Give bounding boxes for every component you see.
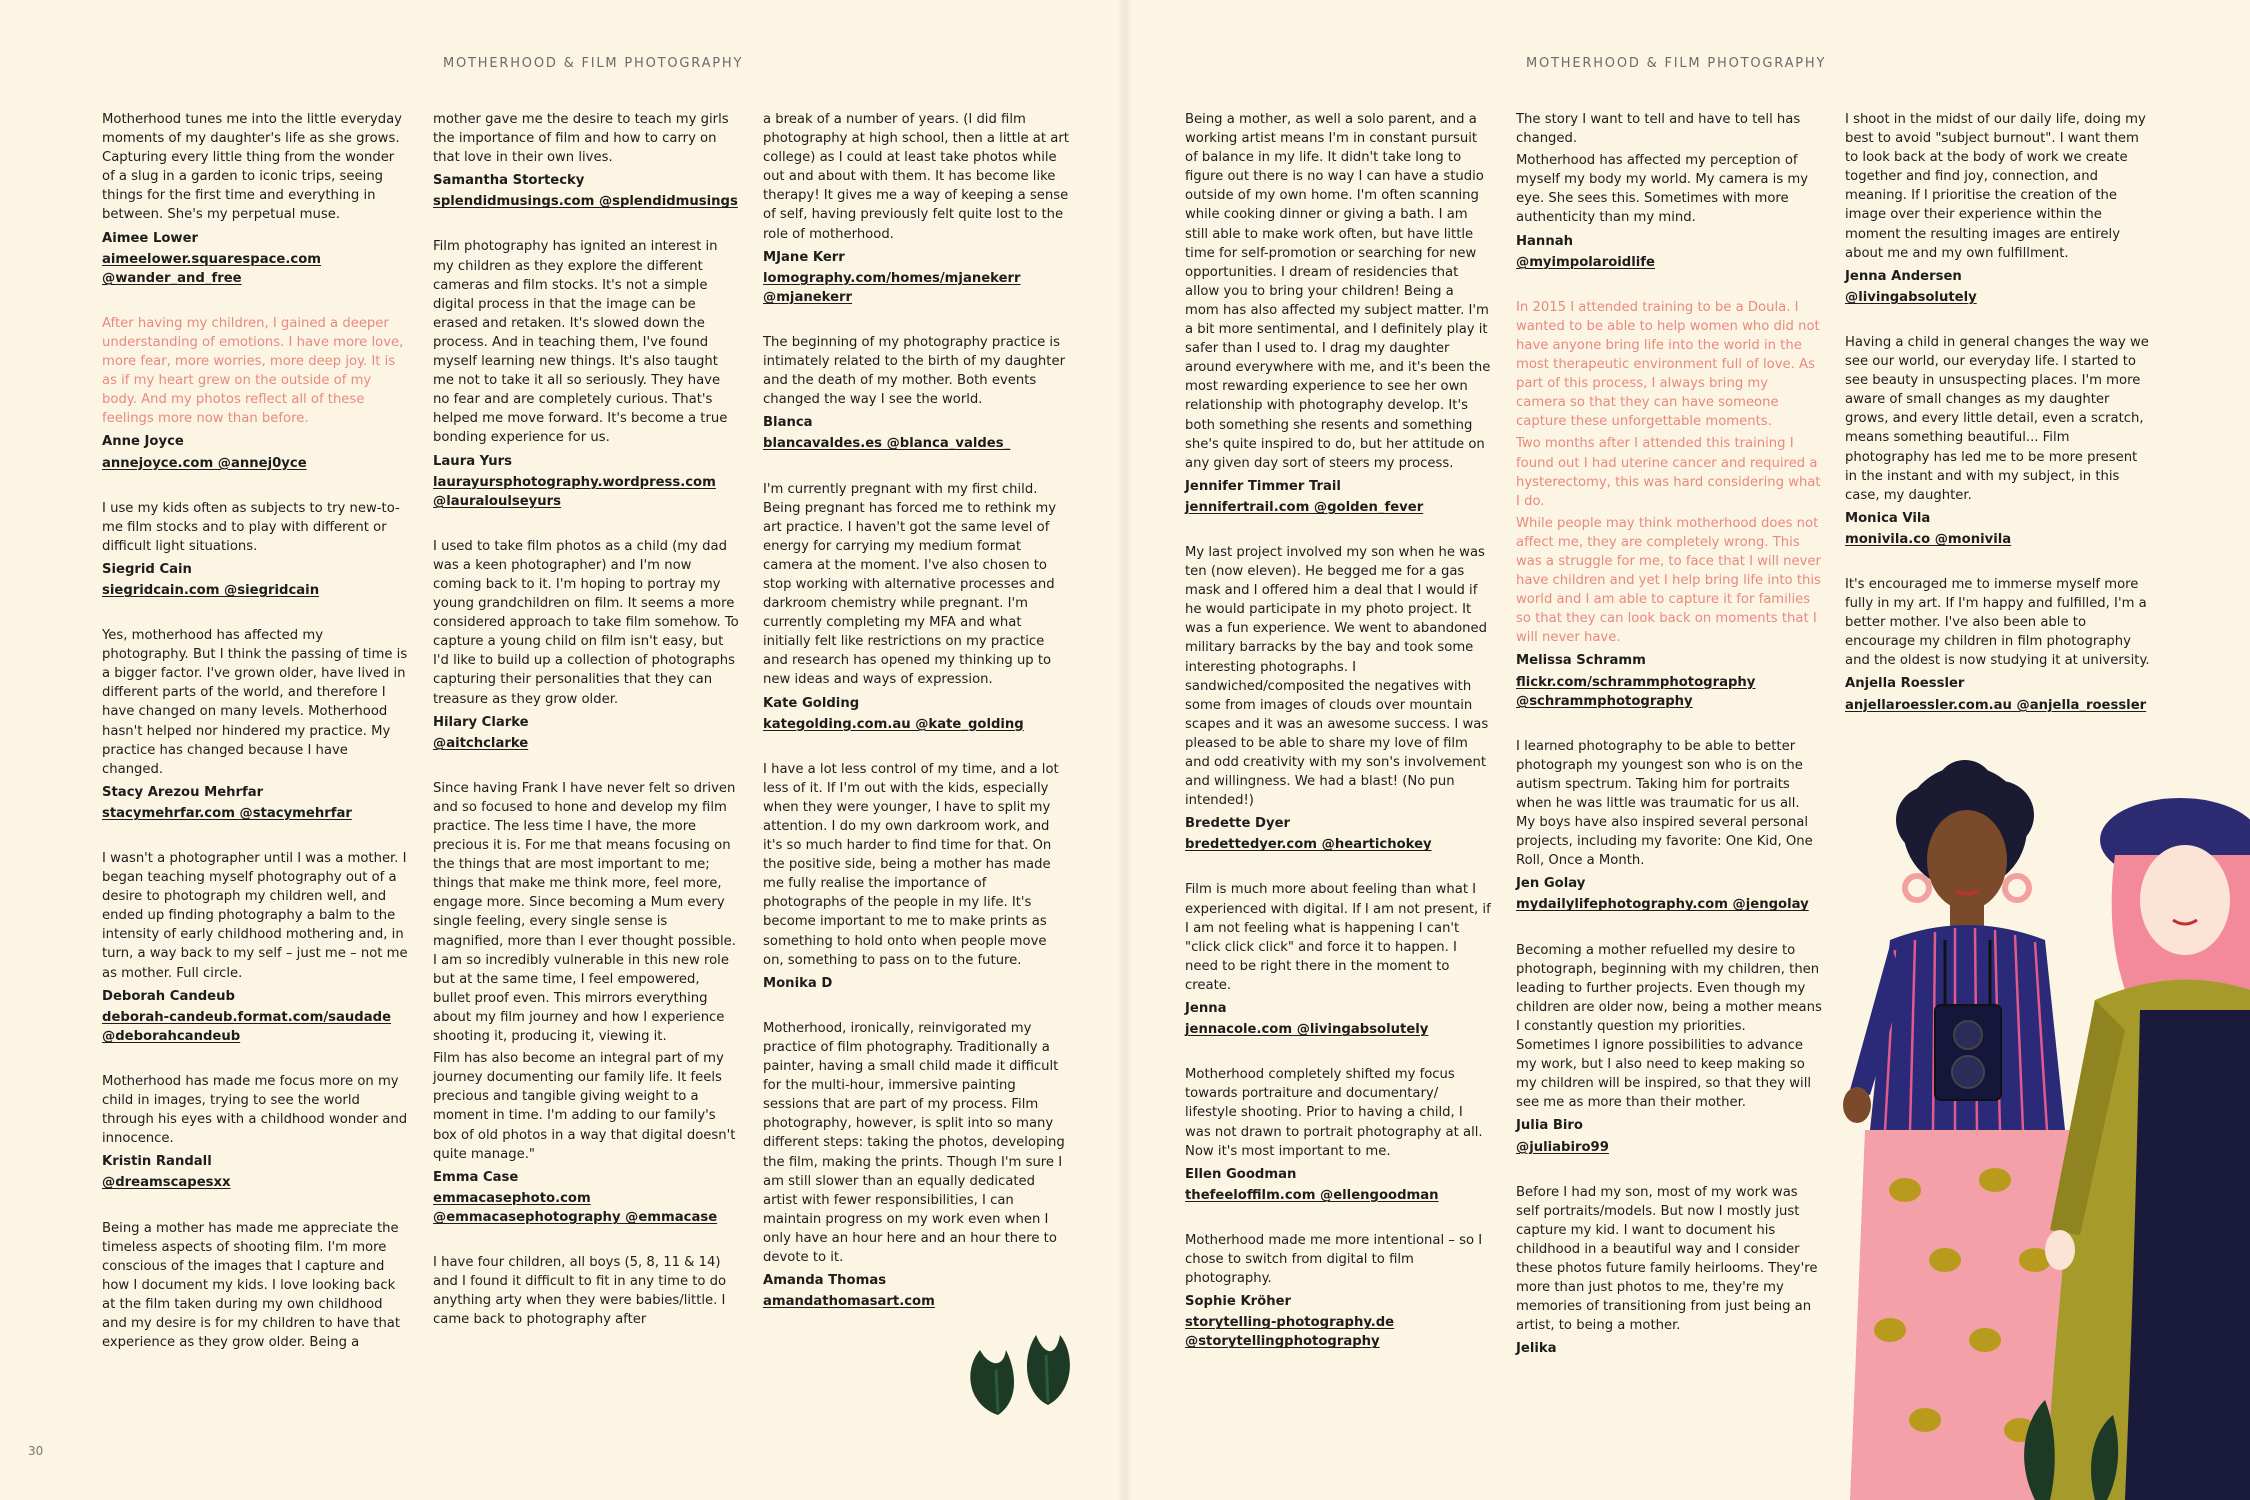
contributor-link[interactable]: stacymehrfar.com @stacymehrfar bbox=[102, 805, 352, 821]
quote-entry bbox=[102, 626, 408, 823]
quote-entry bbox=[1185, 110, 1491, 517]
quote-entry bbox=[102, 1219, 408, 1353]
quote-text: Motherhood made me more intentional – so I chose to switch from digital to film photography. bbox=[1185, 1232, 1483, 1287]
quote-entry bbox=[433, 779, 739, 1227]
contributor-link[interactable]: splendidmusings.com @splendidmusings bbox=[433, 194, 738, 210]
contributor-name: Monica Vila bbox=[1845, 510, 1931, 526]
contributor-name: Jen Golay bbox=[1516, 876, 1586, 892]
contributor-link[interactable]: @lauraloulseyurs bbox=[433, 493, 562, 509]
contributor-name: Amanda Thomas bbox=[763, 1273, 887, 1289]
running-header-left: MOTHERHOOD & FILM PHOTOGRAPHY bbox=[443, 56, 744, 71]
quote-entry bbox=[433, 110, 739, 211]
highlighted-quote-text: In 2015 I attended training to be a Doula. I wanted to be able to help women who did not have anyone bring life into the world in the most therapeutic environment full of love. As part of this process, I always bring my camera so that they can have someone capture these unforgettable moments. bbox=[1516, 299, 1820, 430]
contributor-link[interactable]: @livingabsolutely bbox=[1845, 289, 1977, 305]
contributor-name: Samantha Stortecky bbox=[433, 173, 585, 189]
quote-entry bbox=[102, 849, 408, 1046]
quote-text: Motherhood, ironically, reinvigorated my practice of film photography. Traditionally a painter, having a small child made it difficult for the multi-hour, immersive painting sessions that are part of my process. Film photography, however, is split into so many different steps: taking the photos, developing the film, making the prints. Though I'm sure I am still slower than an equally dedicated artist with fewer responsibilities, I can maintain progress on my work even when I only have an hour here and an hour there to devote to it. bbox=[763, 1020, 1065, 1265]
contributor-link[interactable]: lomography.com/homes/mjanekerr bbox=[763, 270, 1021, 286]
quote-entry bbox=[102, 314, 408, 473]
contributor-link[interactable]: emmacasephoto.com bbox=[433, 1190, 591, 1206]
quote-text: Being a mother, as well a solo parent, and a working artist means I'm in constant pursuit of balance in my life. It didn't take long to figure out there is no way I can have a studio outside of my own home. I'm often scanning while cooking dinner or giving a bath. I am still able to make work often, but have little time for self-promotion or searching for new opportunities. I dream of residencies that allow you to bring your children! Being a mom has also affected my subject matter. I'm a bit more sentimental, and I definitely play it safer than I used to. I drag my daughter around everywhere with me, and it's been the most rewarding experience to see her own relationship with photography develop. It's both something she resents and something she's quite inspired to do, but her attitude on any given day sort of steers my process. bbox=[1185, 112, 1491, 471]
quote-entry bbox=[1516, 941, 1822, 1157]
contributor-name: Stacy Arezou Mehrfar bbox=[102, 784, 264, 800]
contributor-link[interactable]: thefeeloffilm.com @ellengoodman bbox=[1185, 1187, 1439, 1203]
contributor-link[interactable]: @deborahcandeub bbox=[102, 1028, 241, 1044]
contributor-name: Ellen Goodman bbox=[1185, 1166, 1297, 1182]
contributor-name: Hilary Clarke bbox=[433, 714, 529, 730]
quote-entry bbox=[1845, 110, 2151, 307]
contributor-name: Jelika bbox=[1516, 1341, 1557, 1357]
contributor-link[interactable]: @aitchclarke bbox=[433, 735, 529, 751]
contributor-link[interactable]: jennacole.com @livingabsolutely bbox=[1185, 1022, 1429, 1038]
quote-text: It's encouraged me to immerse myself more fully in my art. If I'm happy and fulfilled, I'm a better mother. I've also been able to encourage my children in film photography and the oldest is now studying it at university. bbox=[1845, 576, 2150, 669]
contributor-link[interactable]: @storytellingphotography bbox=[1185, 1334, 1380, 1350]
quote-text: Film is much more about feeling than what I experienced with digital. If I am not present, if I am not feeling what is happening I can't "click click click" and force it to happen. I need to be right there in the moment to create. bbox=[1185, 882, 1491, 993]
quote-text: mother gave me the desire to teach my girls the importance of film and how to carry on that love in their own lives. bbox=[433, 112, 729, 166]
quote-text: Film photography has ignited an interest in my children as they explore the different cameras and film stocks. It's not a simple digital process in that the image can be erased and retaken. It's slowed down the process. And in teaching them, I've found myself learning new things. It's also taught me not to take it all so seriously. They have no fear and are completely curious. That's helped me move forward. It's become a true bonding experience for us. bbox=[433, 239, 728, 446]
contributor-name: Blanca bbox=[763, 415, 813, 431]
contributor-link[interactable]: monivila.co @monivila bbox=[1845, 531, 2012, 547]
contributor-name: Siegrid Cain bbox=[102, 561, 192, 577]
quote-text: I learned photography to be able to better photograph my youngest son who is on the autism spectrum. Taking him for portraits when he was little was traumatic for us all. My boys have also inspired several personal projects, including my favorite: One Kid, One Roll, Once a Month. bbox=[1516, 738, 1813, 869]
running-header-right: MOTHERHOOD & FILM PHOTOGRAPHY bbox=[1526, 56, 1827, 71]
text-column-2 bbox=[433, 110, 739, 1355]
contributor-name: Laura Yurs bbox=[433, 453, 513, 469]
contributor-link[interactable]: @wander_and_free bbox=[102, 270, 242, 286]
contributor-link[interactable]: @juliabiro99 bbox=[1516, 1139, 1609, 1155]
contributor-name: Jenna bbox=[1185, 1001, 1227, 1017]
contributor-link[interactable]: storytelling-photography.de bbox=[1185, 1315, 1395, 1331]
contributor-link[interactable]: @schrammphotography bbox=[1516, 693, 1693, 709]
contributor-name: Jenna Andersen bbox=[1845, 268, 1962, 284]
quote-entry bbox=[433, 537, 739, 753]
contributor-link[interactable]: deborah-candeub.format.com/saudade bbox=[102, 1009, 392, 1025]
quote-text: I wasn't a photographer until I was a mother. I began teaching myself photography out of a desire to photograph my children well, and ended up finding photography a balm to the intensity of early childhood mothering and, in turn, a way back to my self – just me – not me as mother. Full circle. bbox=[102, 851, 408, 981]
contributor-link[interactable]: @mjanekerr bbox=[763, 289, 853, 305]
text-column-1 bbox=[102, 110, 408, 1378]
contributor-link[interactable]: @dreamscapesxx bbox=[102, 1175, 231, 1191]
text-column-5 bbox=[1516, 110, 1822, 1384]
contributor-name: Deborah Candeub bbox=[102, 988, 235, 1004]
quote-entry bbox=[1516, 298, 1822, 711]
page-number: 30 bbox=[28, 1444, 44, 1458]
quote-text: Yes, motherhood has affected my photography. But I think the passing of time is a bigger factor. I've grown older, have lived in different parts of the world, and therefore I have changed on many levels. Motherhood hasn't helped nor hindered my practice. My practice has changed because I have changed. bbox=[102, 628, 408, 777]
contributor-link[interactable]: blancavaldes.es @blanca_valdes_ bbox=[763, 436, 1011, 452]
quote-text: Motherhood has made me focus more on my child in images, trying to see the world through his eyes with a childhood wonder and innocence. bbox=[102, 1073, 408, 1147]
quote-entry bbox=[1185, 1231, 1491, 1352]
quote-text: I have four children, all boys (5, 8, 11 & 14) and I found it difficult to fit in any time to do anything arty when they were babies/little. I came back to photography after bbox=[433, 1254, 727, 1328]
quote-text: Motherhood completely shifted my focus towards portraiture and documentary/ lifestyle shooting. Prior to having a child, I was not drawn to portrait photography at all. Now it's most important to me. bbox=[1185, 1067, 1483, 1159]
quote-entry bbox=[763, 760, 1069, 993]
quote-entry bbox=[1185, 880, 1491, 1039]
quote-entry bbox=[1516, 737, 1822, 915]
contributor-link[interactable]: bredettedyer.com @heartichokey bbox=[1185, 837, 1432, 853]
contributor-link[interactable]: anjellaroessler.com.au @anjella_roessler bbox=[1845, 697, 2147, 713]
quote-text: My last project involved my son when he was ten (now eleven). He begged me for a gas mask and I offered him a deal that I would if he would participate in my photo project. It was a fun experience. We went to abandoned military barracks by the bay and took some interesting photographs. I sandwiched/composited the negatives with some from images of clouds over mountain scapes and it was an awesome success. I was pleased to be able to share my love of film and odd creativity with my son's involvement and willingness. We had a blast! (No pun intended!) bbox=[1185, 544, 1489, 809]
contributor-name: Monika D bbox=[763, 975, 833, 991]
highlighted-quote-text: After having my children, I gained a deeper understanding of emotions. I have more love, more fear, more worries, more deep joy. It is as if my heart grew on the outside of my body. And my photos reflect all of these feelings more now than before. bbox=[102, 315, 404, 427]
quote-text: Being a mother has made me appreciate the timeless aspects of shooting film. I'm more conscious of the images that I capture and how I document my kids. I love looking back at the film taken during my own childhood and my desire is for my children to have that experience as they grow older. Being a bbox=[102, 1220, 401, 1351]
quote-text: Since having Frank I have never felt so driven and so focused to hone and develop my film practice. The less time I have, the more precious it is. For me that means focusing on the things that are most important to me; things that make me think more, feel more, engage more. Since becoming a Mum every single feeling, every single sense is magnified, more than I ever thought possible. I am so incredibly vulnerable in this new role but at the same time, I feel empowered, bullet proof even. This mirrors everything about my film journey and how I experience shooting it, producing it, viewing it. bbox=[433, 780, 736, 1045]
contributor-name: Melissa Schramm bbox=[1516, 653, 1646, 669]
contributor-name: Anne Joyce bbox=[102, 434, 184, 450]
text-column-3 bbox=[763, 110, 1069, 1337]
contributor-name: Kristin Randall bbox=[102, 1154, 212, 1170]
contributor-name: Sophie Kröher bbox=[1185, 1294, 1292, 1310]
quote-text: Motherhood tunes me into the little everyday moments of my daughter's life as she grows. Capturing every little thing from the wonder of a slug in a garden to iconic trips, seeing things for the first time and everything in between. She's my perpetual muse. bbox=[102, 112, 402, 223]
contributor-link[interactable]: flickr.com/schrammphotography bbox=[1516, 674, 1756, 690]
contributor-link[interactable]: aimeelower.squarespace.com bbox=[102, 251, 321, 267]
quote-entry bbox=[1185, 543, 1491, 855]
quote-entry bbox=[763, 333, 1069, 454]
contributor-link[interactable]: mydailylifephotography.com @jengolay bbox=[1516, 897, 1809, 913]
contributor-link[interactable]: annejoyce.com @annej0yce bbox=[102, 455, 307, 471]
quote-text: I used to take film photos as a child (my dad was a keen photographer) and I'm now coming back to it. I'm hoping to portray my young grandchildren on film. It seems a more considered approach to take film somehow. To capture a young child on film isn't easy, but I'd like to build up a collection of photographs capturing their personalities that they can treasure as they grow older. bbox=[433, 538, 739, 707]
quote-entry bbox=[1845, 333, 2151, 549]
text-column-6 bbox=[1845, 110, 2151, 741]
contributor-link[interactable]: jennifertrail.com @golden_fever bbox=[1185, 499, 1424, 515]
text-column-4 bbox=[1185, 110, 1491, 1377]
page-gutter bbox=[1117, 0, 1133, 1500]
quote-text: Having a child in general changes the way we see our world, our everyday life. I started to see beauty in unsuspecting places. I'm more aware of small changes as my daughter grows, and every little detail, even a scratch, means something beautiful... Film photography has led me to be more present in the instant and with my subject, in this case, my daughter. bbox=[1845, 334, 2149, 503]
quote-entry bbox=[433, 1253, 739, 1329]
quote-entry bbox=[1516, 110, 1822, 272]
quote-entry bbox=[433, 237, 739, 510]
quote-text: I shoot in the midst of our daily life, doing my best to avoid "subject burnout". I want them to look back at the body of work we create together and find joy, connection, and meaning. If I prioritise the creation of the image over their experience within the moment the resulting images are entirely about me and my own fulfillment. bbox=[1845, 112, 2146, 261]
contributor-name: Aimee Lower bbox=[102, 230, 199, 246]
contributor-name: Kate Golding bbox=[763, 695, 860, 711]
contributor-name: MJane Kerr bbox=[763, 249, 845, 265]
quote-entry bbox=[763, 1019, 1069, 1311]
contributor-name: Anjella Roessler bbox=[1845, 676, 1965, 692]
quote-entry bbox=[102, 499, 408, 600]
quote-entry bbox=[102, 110, 408, 288]
quote-entry bbox=[1185, 1065, 1491, 1205]
highlighted-quote-text: While people may think motherhood does not affect me, they are completely wrong. This was a struggle for me, to face that I will never have children and yet I help bring life into this world and I am able to capture it for families so that they can look back on moments that I will never have. bbox=[1516, 515, 1821, 646]
quote-text: Film has also become an integral part of my journey documenting our family life. It feels precious and tangible giving weight to a moment in time. I'm adding to our family's box of old photos in a way that digital doesn't quite manage." bbox=[433, 1051, 736, 1162]
contributor-link[interactable]: siegridcain.com @siegridcain bbox=[102, 582, 320, 598]
contributor-link[interactable]: kategolding.com.au @kate_golding bbox=[763, 716, 1024, 732]
quote-text: Before I had my son, most of my work was self portraits/models. But now I mostly just capture my kid. I want to document his childhood in a beautiful way and I consider these photos future family heirlooms. They're more than just photos to me, they're my memories of transitioning from just being an artist, to being a mother. bbox=[1516, 1184, 1818, 1334]
quote-text: The beginning of my photography practice is intimately related to the birth of my daughter and the death of my mother. Both events changed the way I see the world. bbox=[763, 334, 1065, 408]
contributor-name: Jennifer Timmer Trail bbox=[1185, 478, 1341, 494]
contributor-link[interactable]: amandathomasart.com bbox=[763, 1294, 935, 1310]
contributor-name: Bredette Dyer bbox=[1185, 816, 1291, 832]
contributor-name: Emma Case bbox=[433, 1169, 519, 1185]
quote-text: I use my kids often as subjects to try new-to-me film stocks and to play with different or difficult light situations. bbox=[102, 500, 400, 554]
contributor-name: Julia Biro bbox=[1516, 1118, 1583, 1134]
quote-entry bbox=[1845, 575, 2151, 715]
quote-text: a break of a number of years. (I did film photography at high school, then a little at art college) as I could at least take photos while out and about with them. It has become like therapy! It gives me a way of keeping a sense of self, having previously felt quite lost to the role of motherhood. bbox=[763, 112, 1069, 242]
quote-entry bbox=[1516, 1183, 1822, 1359]
contributor-link[interactable]: laurayursphotography.wordpress.com bbox=[433, 474, 716, 490]
quote-entry bbox=[763, 110, 1069, 307]
two-women-illustration bbox=[1795, 760, 2250, 1500]
contributor-link[interactable]: @myimpolaroidlife bbox=[1516, 254, 1655, 270]
highlighted-quote-text: Two months after I attended this training I found out I had uterine cancer and required a hysterectomy, this was hard considering what I do. bbox=[1516, 436, 1821, 509]
contributor-link[interactable]: @emmacasephotography @emmacase bbox=[433, 1209, 718, 1225]
plant-leaves-illustration bbox=[958, 1310, 1088, 1420]
contributor-name: Hannah bbox=[1516, 233, 1573, 249]
quote-text: The story I want to tell and have to tell has changed. bbox=[1516, 112, 1801, 147]
quote-text: Motherhood has affected my perception of myself my body my world. My camera is my eye. She sees this. Sometimes with more authenticity than my mind. bbox=[1516, 153, 1809, 226]
quote-entry bbox=[102, 1072, 408, 1193]
quote-entry bbox=[763, 480, 1069, 734]
quote-text: I have a lot less control of my time, and a lot less of it. If I'm out with the kids, especially when they were younger, I have to split my attention. I do my own darkroom work, and it's so much harder to find time for that. On the positive side, being a mother has made me fully realise the importance of photographs of the people in my life. It's become important to me to make prints as something to hold onto when people move on, something to pass on to the future. bbox=[763, 761, 1059, 968]
quote-text: I'm currently pregnant with my first child. Being pregnant has forced me to rethink my art practice. I haven't got the same level of energy for carrying my medium format camera at the moment. I've also chosen to stop working with alternative processes and darkroom chemistry while pregnant. I'm currently completing my MFA and what initially felt like restrictions on my practice and research has opened my thinking up to new ideas and ways of expression. bbox=[763, 481, 1057, 688]
quote-text: Becoming a mother refuelled my desire to photograph, beginning with my children, then leading to further projects. Even though my children are older now, being a mother means I constantly question my priorities. Sometimes I ignore possibilities to advance my work, but I also need to keep making so my children will be inspired, so that they will see me as more than their mother. bbox=[1516, 942, 1822, 1111]
